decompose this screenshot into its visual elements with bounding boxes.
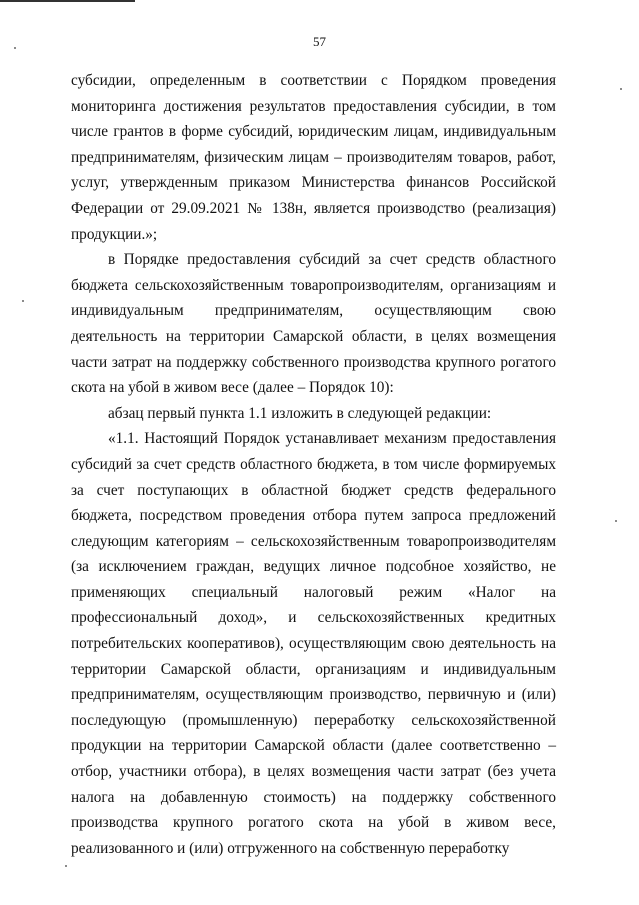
scan-speck [65,865,67,867]
paragraph-4: «1.1. Настоящий Порядок устанавливает механизм предоставления субсидий за счет средств областного бюджета, в том числе формируемых за счет поступающих в областной бюджет средств федерального бюджета, посредством проведения отбора путем запроса предложений следующим категориям – сельскохозяйственным товаропроизводителям (за исключением граждан, ведущих личное подсобное хозяйство, не применяющих специальный налоговый режим «Налог на профессиональный доход», и сельскохозяйственных кредитных потребительских кооперативов), осуществляющим свою деятельность на территории Самарской области, организациям и индивидуальным предпринимателям, осуществляющим производство, первичную и (или) последующую (промышленную) переработку сельскохозяйственной продукции на территории Самарской области (далее соответственно – отбор, участники отбора), в целях возмещения части затрат (без учета налога на добавленную стоимость) на поддержку собственного производства крупного рогатого скота на убой в живом весе, реализованного и (или) отгруженного на собственную переработку [71,430,556,857]
scan-speck [22,300,24,302]
paragraph-1: субсидии, определенным в соответствии с Порядком проведения мониторинга достижения результатов предоставления субсидии, в том числе грантов в форме субсидий, юридическим лицам, индивидуальным предпринимателям, физическим лицам – производителям товаров, работ, услуг, утвержденным приказом Министерства финансов Российской Федерации от 29.09.2021 № 138н, является производство (реализация) продукции.»; [71,72,556,243]
paragraph-3: абзац первый пункта 1.1 изложить в следующей редакции: [108,404,492,422]
top-edge-line [0,0,135,2]
page-number: 57 [313,34,326,49]
scan-speck [615,520,617,522]
scan-speck [620,88,622,90]
document-body [71,68,556,861]
paragraph-2: в Порядке предоставления субсидий за счет средств областного бюджета сельскохозяйственным товаропроизводителям, организациям и индивидуальным предпринимателям, осуществляющим свою деятельность на территории Самарской области, в целях возмещения части затрат на поддержку собственного производства крупного рогатого скота на убой в живом весе (далее – Порядок 10): [71,251,556,397]
scan-speck [14,47,16,49]
